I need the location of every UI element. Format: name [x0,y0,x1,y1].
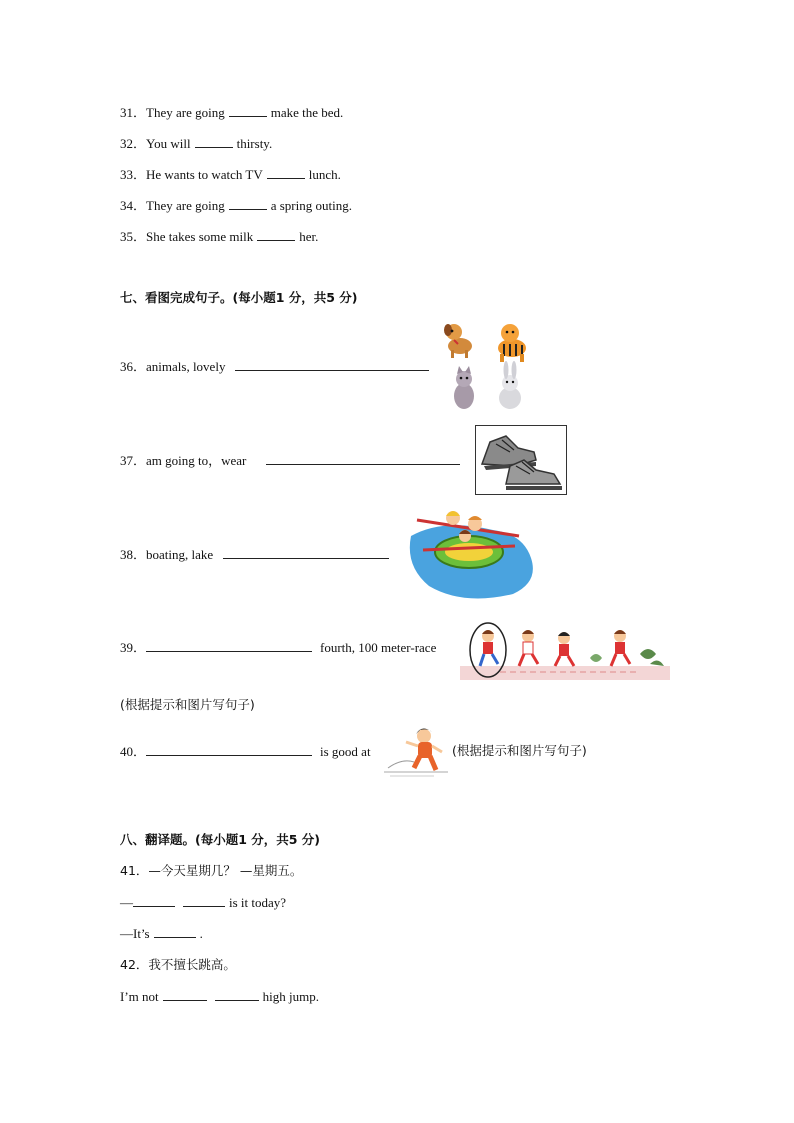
question-41-line-1: — is it today? [120,895,287,910]
chinese-sentence: —今天星期几？ —星期五。 [148,863,303,878]
question-36 [120,358,433,375]
race-picture [460,614,670,680]
question-text: make the bed. [270,105,344,120]
question-39 [120,639,436,656]
question-31 [120,104,343,121]
dog-icon [444,324,472,358]
question-number: 35． [120,229,147,244]
question-text: They are going [146,198,225,213]
answer-line[interactable] [266,452,460,465]
section-7-title: 七、看图完成句子。(每小题1 分，共5 分) [120,290,358,305]
question-text: lunch. [308,167,341,182]
question-42 [120,957,236,973]
hint-text-40: (根据提示和图片写句子) [452,743,587,758]
animals-picture [440,320,536,412]
question-text: She takes some milk [146,229,254,244]
question-text: You will [146,136,191,151]
question-number: 31． [120,105,147,120]
sentence-text: . [199,926,203,941]
question-number: 36． [120,359,147,374]
question-38 [120,546,393,563]
question-number: 34． [120,198,147,213]
hint-text: (根据提示和图片写句子) [120,697,255,712]
answer-line[interactable] [146,743,312,756]
question-number: 37． [120,453,147,468]
answer-blank[interactable] [163,988,207,1001]
chinese-sentence: 我不擅长跳高。 [148,957,236,972]
question-42-line [120,988,319,1005]
sentence-text: is it today? [229,895,287,910]
runner-icon [555,632,574,666]
answer-line[interactable] [223,546,389,559]
answer-line[interactable] [146,639,312,652]
rabbit-icon [499,361,521,409]
question-number: 40． [120,744,147,759]
sentence-text: I’m not [120,989,159,1004]
answer-blank[interactable] [229,104,267,117]
answer-blank[interactable] [154,925,196,938]
section-8-title: 八、翻译题。(每小题1 分，共5 分) [120,832,321,847]
question-41-line-2 [120,925,203,942]
tiger-icon [498,324,526,362]
question-prompt: animals, lovely [146,359,226,374]
question-number: 42． [120,957,149,972]
answer-blank[interactable] [257,228,295,241]
answer-blank[interactable] [195,135,233,148]
runner-icon [519,630,538,666]
answer-line[interactable] [235,358,429,371]
cat-icon [454,366,474,409]
boating-picture [403,506,539,602]
question-34 [120,197,352,214]
question-number: 32． [120,136,147,151]
question-text: her. [299,229,319,244]
answer-blank[interactable] [183,894,225,907]
answer-blank[interactable] [267,166,305,179]
jumping-girl-icon [406,728,442,770]
question-number: 33． [120,167,147,182]
question-32 [120,135,272,152]
long-jump-picture [384,722,450,778]
sneakers-picture [475,425,567,495]
question-40 [120,743,371,760]
question-prompt: is good at [320,744,371,759]
question-number: 41． [120,863,149,878]
question-prompt: fourth, 100 meter-race [320,640,437,655]
sentence-text: —It’s [120,926,150,941]
sentence-text: high jump. [262,989,319,1004]
runner-icon [611,630,630,666]
question-prompt: boating, lake [146,547,214,562]
question-text: They are going [146,105,225,120]
question-number: 38． [120,547,147,562]
answer-blank[interactable] [133,894,175,907]
question-37 [120,452,464,469]
question-text: thirsty. [236,136,273,151]
question-41 [120,863,302,879]
question-number: 39． [120,640,147,655]
answer-blank[interactable] [215,988,259,1001]
question-prompt: am going to，wear [146,453,247,468]
answer-blank[interactable] [229,197,267,210]
question-text: He wants to watch TV [146,167,263,182]
question-35 [120,228,318,245]
question-text: a spring outing. [270,198,352,213]
runner-icon [480,630,498,666]
question-33 [120,166,341,183]
